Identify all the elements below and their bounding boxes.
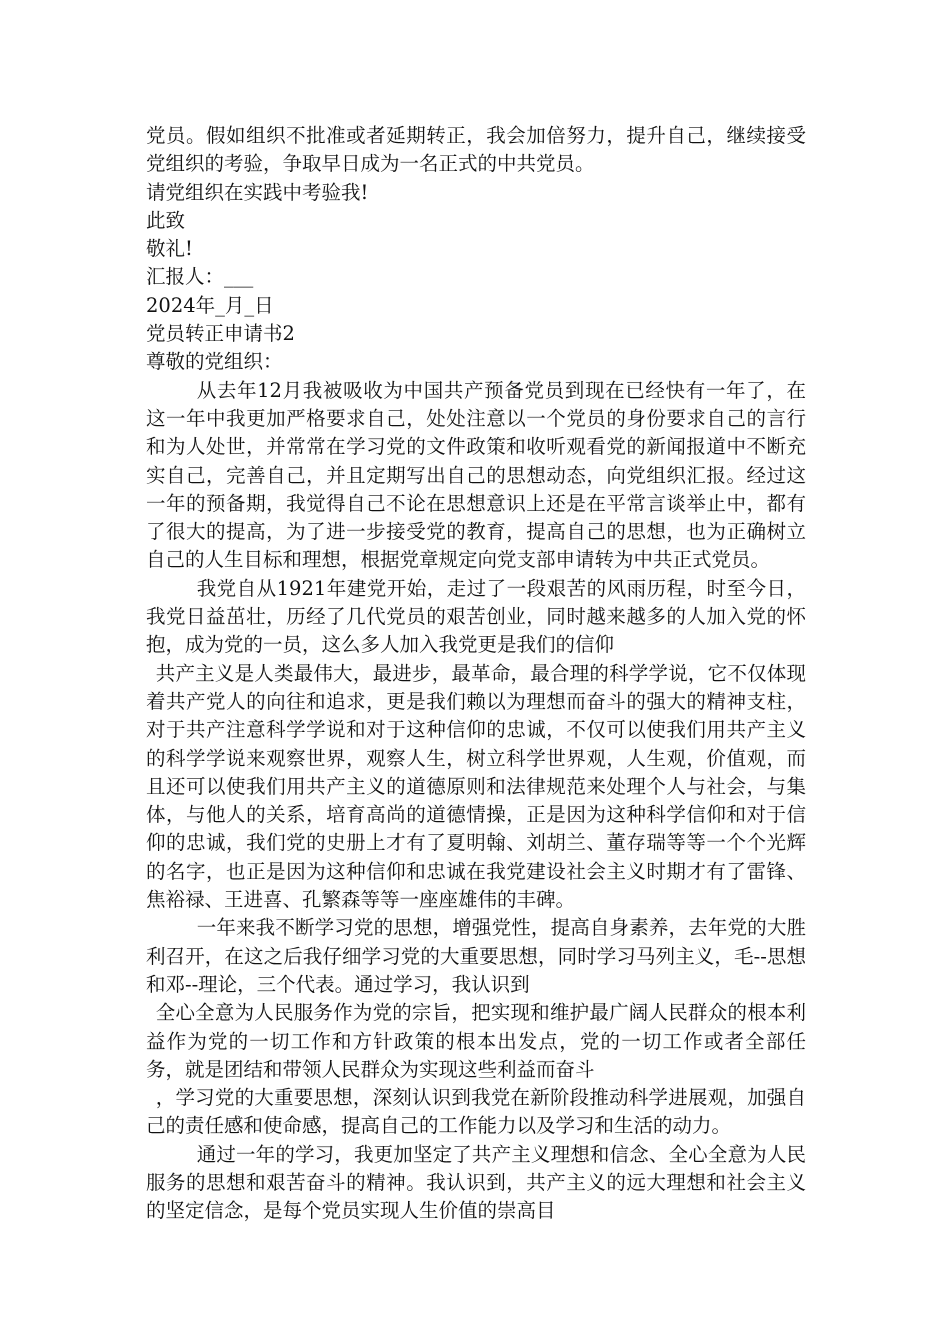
paragraph-intro: 党员。假如组织不批准或者延期转正，我会加倍努力，提升自己，继续接受党组织的考验，争取早日成为一名正式的中共党员。 [146, 124, 806, 176]
paragraph-7: 通过一年的学习，我更加坚定了共产主义理想和信念、全心全意为人民服务的思想和艰苦奋斗的精神。我认识到，共产主义的远大理想和社会主义的坚定信念，是每个党员实现人生价值的崇高目 [146, 1142, 806, 1223]
paragraph-3: 共产主义是人类最伟大，最进步，最革命，最合理的科学学说，它不仅体现着共产党人的向往和追求，更是我们赖以为理想而奋斗的强大的精神支柱，对于共产注意科学学说和对于这种信仰的忠诚，不仅可以使我们用共产主义的科学学说来观察世界，观察人生，树立科学世界观，人生观，价值观，而且还可以使我们用共产主义的道德原则和法律规范来处理个人与社会，与集体，与他人的关系，培育高尚的道德情操，正是因为这种科学信仰和对于信仰的忠诚，我们党的史册上才有了夏明翰、刘胡兰、董存瑞等等一个个光辉的名字，也正是因为这种信仰和忠诚在我党建设社会主义时期才有了雷锋、焦裕禄、王进喜、孔繁森等等一座座雄伟的丰碑。 [146, 661, 806, 912]
line-cizhi: 此致 [146, 208, 186, 232]
paragraph-5: 全心全意为人民服务作为党的宗旨，把实现和维护最广阔人民群众的根本利益作为党的一切工作和方针政策的根本出发点，党的一切工作或者全部任务，就是团结和带领人民群众为实现这些利益而奋斗 [146, 1001, 806, 1081]
paragraph-2: 我党自从1921年建党开始，走过了一段艰苦的风雨历程，时至今日，我党日益茁壮，历经了几代党员的艰苦创业，同时越来越多的人加入党的怀抱，成为党的一员，这么多人加入我党更是我们的信仰 [146, 576, 806, 657]
paragraph-4: 一年来我不断学习党的思想，增强党性，提高自身素养，去年党的大胜利召开，在这之后我仔细学习党的大重要思想，同时学习马列主义，毛--思想和邓--理论，三个代表。通过学习，我认识到 [146, 916, 806, 996]
line-reporter: 汇报人：___ [146, 265, 254, 289]
line-date: 2024年_月_日 [146, 293, 274, 317]
paragraph-6: ，学习党的大重要思想，深刻认识到我党在新阶段推动科学进展观，加强自己的责任感和使命感，提高自己的工作能力以及学习和生活的动力。 [146, 1086, 806, 1138]
line-jingli: 敬礼! [146, 237, 193, 261]
paragraph-1: 从去年12月我被吸收为中国共产预备党员到现在已经快有一年了，在这一年中我更加严格要求自己，处处注意以一个党员的身份要求自己的言行和为人处世，并常常在学习党的文件政策和收听观看党的新闻报道中不断充实自己，完善自己，并且定期写出自己的思想动态，向党组织汇报。经过这一年的预备期，我觉得自己不论在思想意识上还是在平常言谈举止中，都有了很大的提高，为了进一步接受党的教育，提高自己的思想，也为正确树立自己的人生目标和理想，根据党章规定向党支部申请转为中共正式党员。 [146, 378, 806, 572]
line-test: 请党组织在实践中考验我! [146, 180, 369, 204]
line-title-2: 党员转正申请书2 [146, 322, 295, 346]
document-page [146, 122, 806, 1226]
line-salutation: 尊敬的党组织： [146, 350, 283, 374]
